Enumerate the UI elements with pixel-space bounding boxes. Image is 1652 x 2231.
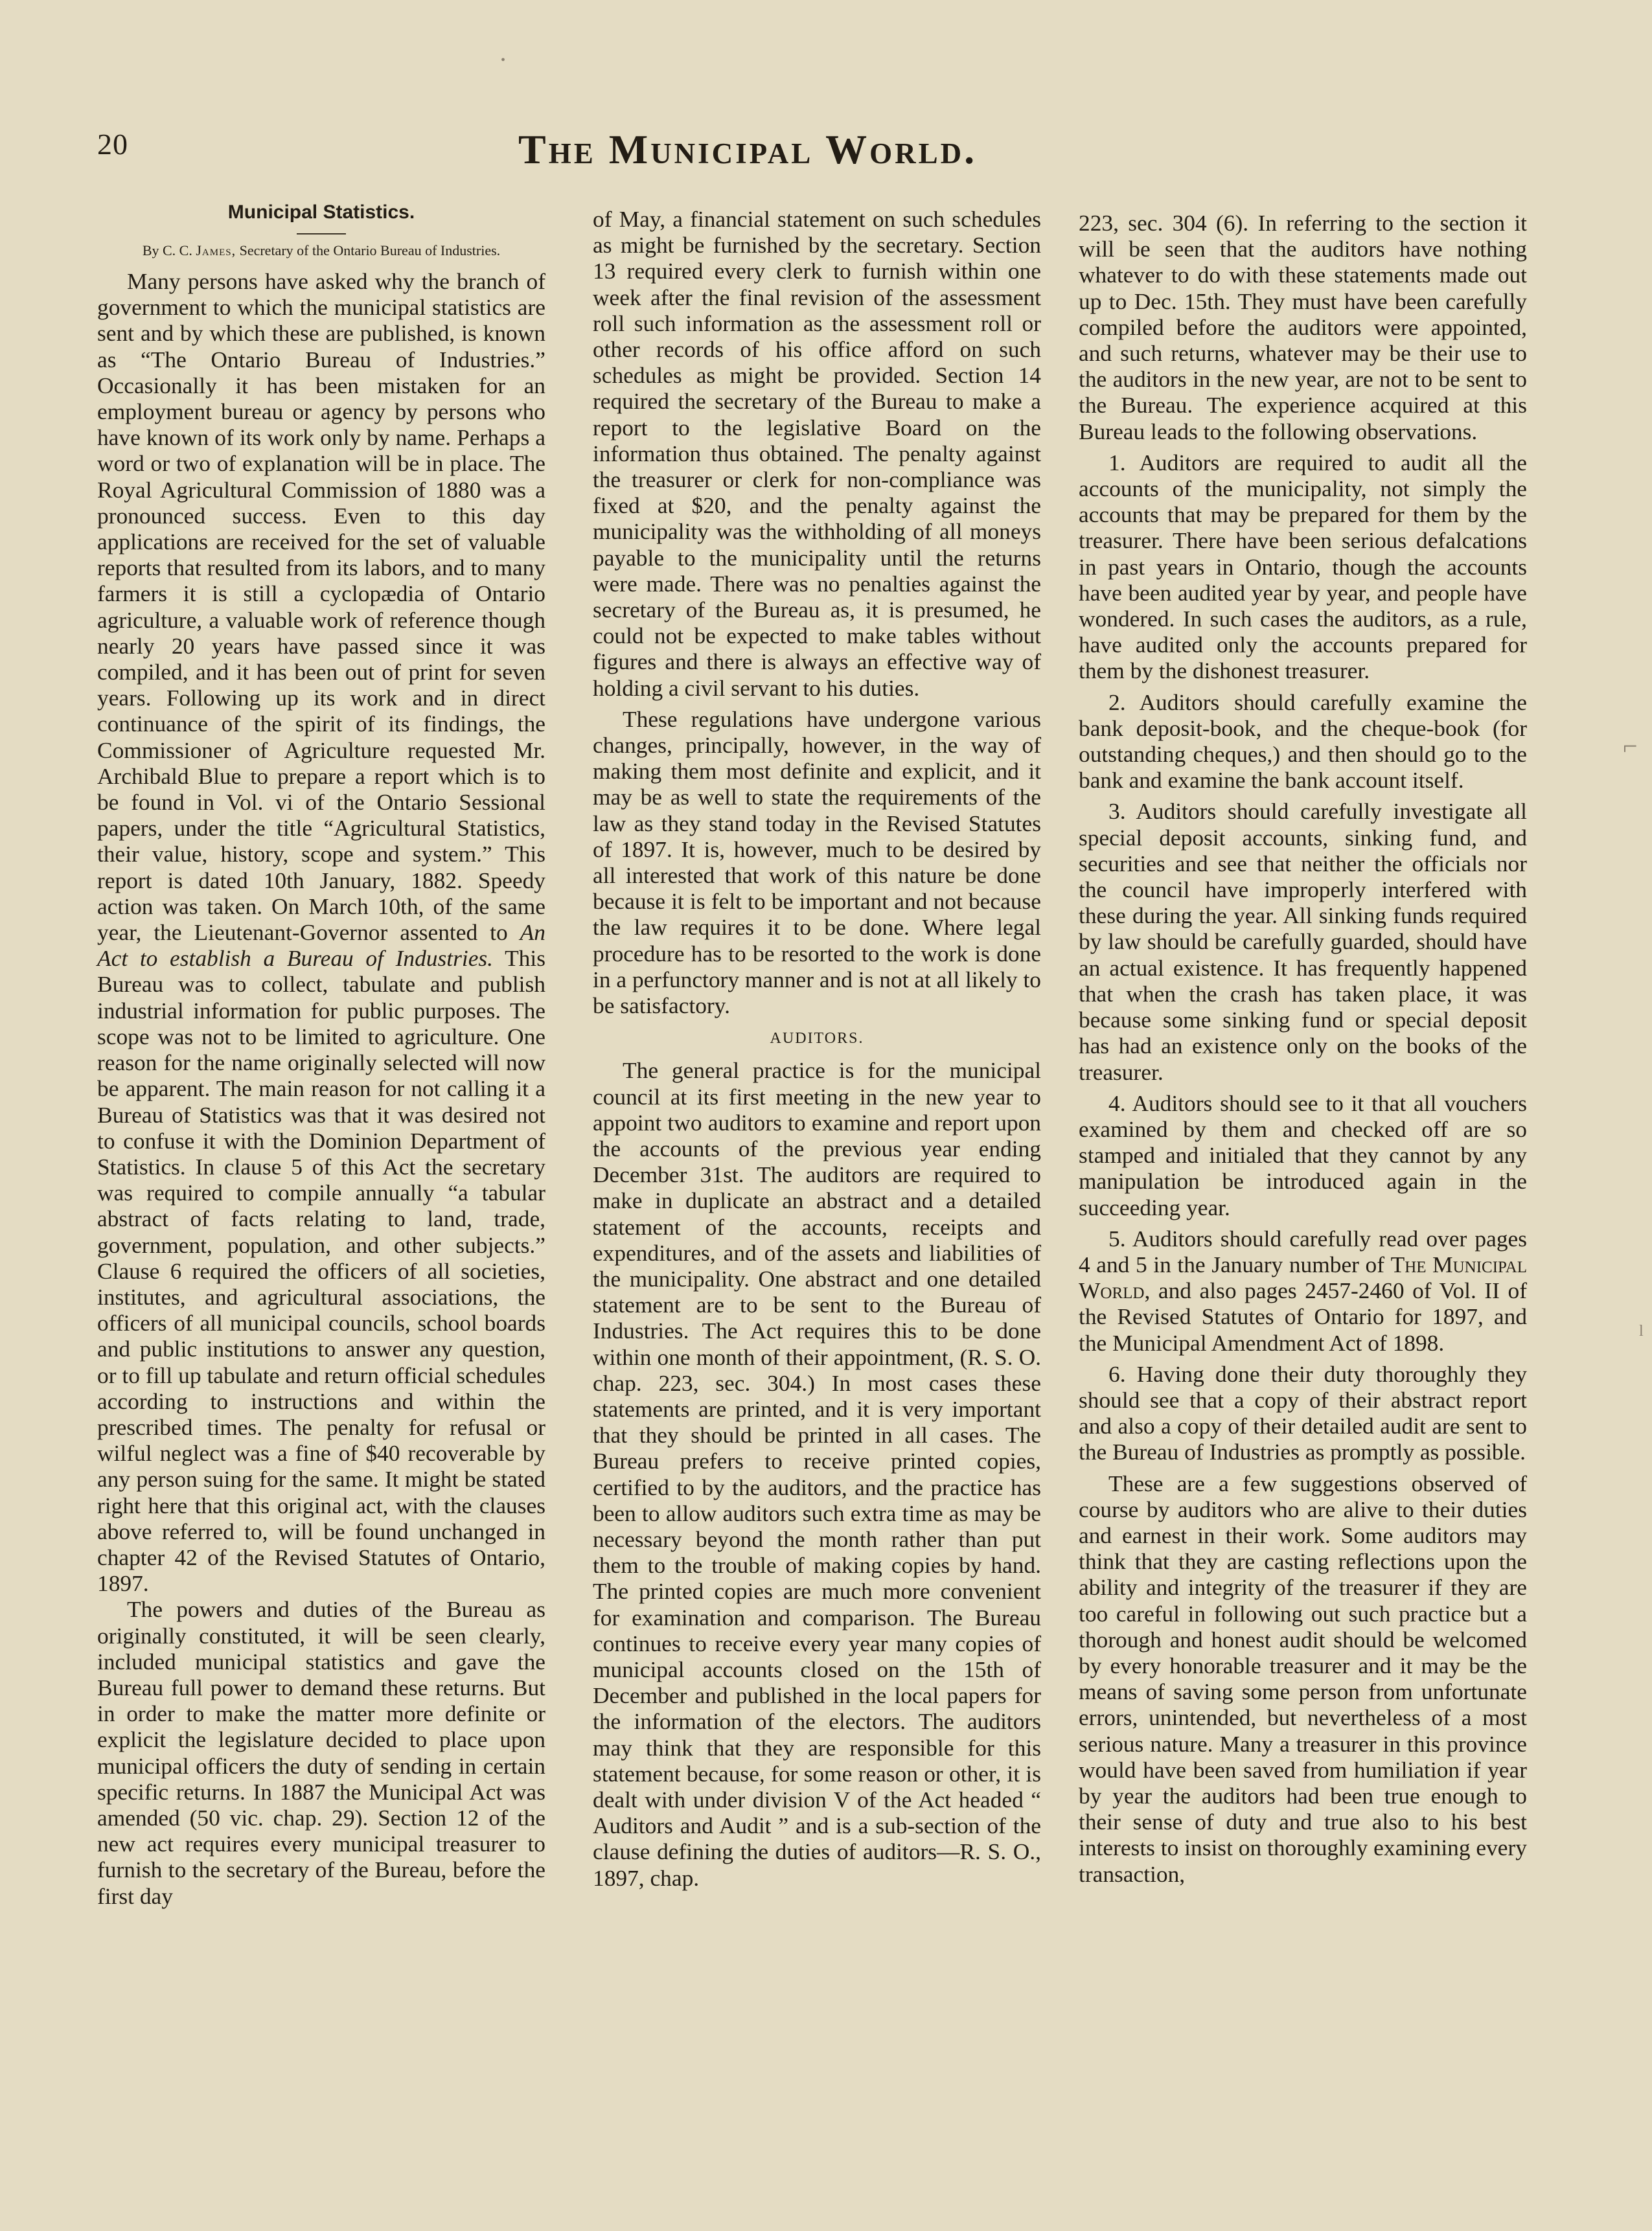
byline-prefix: By C. C. bbox=[142, 242, 192, 258]
article-title: Municipal Statistics. bbox=[227, 201, 415, 223]
numbered-item: 1. Auditors are required to audit all the accounts of the municipality, not simply the accounts that may be prepared for them by the treasurer. There have been serious defalcations in past years in Ontario, though the accounts have been audited year by year, and people have wondered. In such cases the auditors, as a rule, have audited only the accounts prepared for them by the dishonest treasurer. bbox=[1079, 449, 1527, 684]
page-number: 20 bbox=[97, 128, 128, 161]
act-title: An Act to establish a Bureau of Industries. bbox=[97, 919, 545, 972]
byline bbox=[97, 242, 545, 259]
column-3 bbox=[1079, 210, 1527, 1887]
numbered-item: 6. Having done their duty thoroughly they should see that a copy of their abstract report and also a copy of their detailed audit are sent to the Bureau of Industries as promptly as possible. bbox=[1079, 1360, 1527, 1465]
byline-role: Secretary of the Ontario Bureau of Industries. bbox=[239, 242, 501, 258]
numbered-item: 3. Auditors should carefully investigate all special deposit accounts, sinking fund, and securities and see that neither the officials nor the council have improperly interfered with these during the year. All sinking funds required by law should be carefully guarded, should have an actual existence. It has frequently happened that when the crash has taken place, it was because some sinking fund or special deposit has had an existence only on the books of the treasurer. bbox=[1079, 798, 1527, 1085]
numbered-item: 2. Auditors should carefully examine the bank deposit-book, and the cheque-book (for outstanding cheques,) and then should go to the bank and examine the bank account itself. bbox=[1079, 689, 1527, 794]
title-rule bbox=[297, 233, 346, 235]
paragraph: These regulations have undergone various changes, principally, however, in the way of making them most definite and explicit, and it may be as well to state the requirements of the law as they stand today in the Revised Statutes of 1897. It is, however, much to be desired by all interested that work of this nature be done because it is felt to be important and not because the law requires it to be done. Where legal procedure has to be resorted to the work is done in a perfunctory manner and is not at all likely to be satisfactory. bbox=[593, 705, 1041, 1019]
column-2 bbox=[593, 206, 1041, 1891]
margin-mark: ⌐ bbox=[1623, 731, 1638, 761]
section-heading: AUDITORS. bbox=[770, 1030, 864, 1047]
numbered-item: 5. Auditors should carefully read over pages 4 and 5 in the January number of The Municipal World, and also pages 2457-2460 of Vol. II of the Revised Statutes of Ontario for 1897, and the Municipal Amendment Act of 1898. bbox=[1079, 1225, 1527, 1356]
margin-mark: ˡ bbox=[1639, 1320, 1644, 1349]
byline-author: James, bbox=[196, 242, 236, 258]
publication-name: The Municipal World, bbox=[1079, 1251, 1527, 1304]
column-1 bbox=[97, 201, 545, 1909]
paragraph: Many persons have asked why the branch of government to which the municipal statistics are sent and by which these are published, is known as “The Ontario Bureau of Industries.” Occasionally it has been mistaken for an employment bureau or agency by persons who have known of its work only by name. Perhaps a word or two of explanation will be in place. The Royal Agricultural Commission of 1880 was a pronounced success. Even to this day applications are received for the set of valuable reports that resulted from its labors, and to many farmers it is still a cyclopædia of Ontario agriculture, a valuable work of reference though nearly 20 years have passed since it was compiled, and it has been out of print for seven years. Following up its work and in direct continuance of the spirit of its findings, the Commissioner of Agriculture requested Mr. Archibald Blue to prepare a report which is to be found in Vol. vi of the Ontario Sessional papers, under the title “Agricultural Statistics, their value, history, scope and system.” This report is dated 10th January, 1882. Speedy action was taken. On March 10th, of the same year, the Lieutenant-Governor assented to An Act to establish a Bureau of Industries. This Bureau was to collect, tabulate and publish industrial information for public purposes. The scope was not to be limited to agriculture. One reason for the name originally selected will now be apparent. The main reason for not calling it a Bureau of Statistics was that it was desired not to confuse it with the Dominion Department of Statistics. In clause 5 of this Act the secretary was required to compile annually “a tabular abstract of facts relating to land, trade, government, population, and other subjects.” Clause 6 required the officers of all societies, institutes, and agricultural associations, the officers of all municipal councils, school boards and public institutions to answer any question, or to fill up tabulate and return official schedules according to instructions and within the prescribed times. The penalty for refusal or wilful neglect was a fine of $40 recoverable by any person suing for the same. It might be stated right here that this original act, with the clauses above referred to, will be found unchanged in chapter 42 of the Revised Statutes of Ontario, 1897. bbox=[97, 268, 545, 1597]
paragraph: The powers and duties of the Bureau as originally constituted, it will be seen clearly, included municipal statistics and gave the Bureau full power to demand these returns. But in order to make the matter more definite or explicit the legislature decided to place upon municipal officers the duty of sending in certain specific returns. In 1887 the Municipal Act was amended (50 vic. chap. 29). Section 12 of the new act requires every municipal treasurer to furnish to the secretary of the Bureau, before the first day bbox=[97, 1596, 545, 1909]
print-speck: • bbox=[501, 53, 506, 67]
paragraph: The general practice is for the municipal council at its first meeting in the new year to appoint two auditors to examine and report upon the accounts of the previous year ending December 31st. The auditors are required to make in duplicate an abstract and a detailed statement of the accounts, receipts and expenditures, and of the assets and liabilities of the municipality. One abstract and one detailed statement are to be sent to the Bureau of Industries. The Act requires this to be done within one month of their appointment, (R. S. O. chap. 223, sec. 304.) In most cases these statements are printed, and it is very important that they should be printed in all cases. The Bureau prefers to receive printed copies, certified to by the auditors, and the practice has been to allow auditors such extra time as may be necessary beyond the month rather than put them to the trouble of making copies by hand. The printed copies are much more convenient for examination and comparison. The Bureau continues to receive every year many copies of municipal accounts closed on the 15th of December and published in the local papers for the information of the electors. The auditors may think that they are responsible for this statement because, for some reason or other, it is dealt with under division V of the Act headed “ Auditors and Audit ” and is a sub-section of the clause defining the duties of auditors—R. S. O., 1897, chap. bbox=[593, 1057, 1041, 1891]
paragraph: 223, sec. 304 (6). In referring to the section it will be seen that the auditors have nothing whatever to do with these statements made out up to Dec. 15th. They must have been carefully compiled before the auditors were appointed, and such returns, whatever may be their use to the auditors in the new year, are not to be sent to the Bureau. The experience acquired at this Bureau leads to the following observations. bbox=[1079, 210, 1527, 444]
masthead: The Municipal World. bbox=[518, 126, 978, 172]
numbered-item: 4. Auditors should see to it that all vouchers examined by them and checked off are so stamped and initialed that they cannot by any manipulation be introduced again in the succeeding year. bbox=[1079, 1090, 1527, 1220]
paragraph: These are a few suggestions observed of course by auditors who are alive to their duties and earnest in their work. Some auditors may think that they are casting reflections upon the ability and integrity of the treasurer if they are too careful in following out such practice but a thorough and honest audit should be welcomed by every honorable treasurer and it may be the means of saving some person from unfortunate errors, unintended, but nevertheless of a most serious nature. Many a treasurer in this province would have been saved from humiliation if year by year the auditors had been true enough to their sense of duty and true also to his best interests to insist on thoroughly examining every transaction, bbox=[1079, 1470, 1527, 1887]
paragraph: of May, a financial statement on such schedules as might be furnished by the secretary. Section 13 required every clerk to furnish within one week after the final revision of the assessment roll such information as the assessment roll or other records of his office afford on such schedules as might be provided. Section 14 required the secretary of the Bureau to make a report to the legislative Board on the information thus obtained. The penalty against the treasurer or clerk for non-compliance was fixed at $20, and the penalty against the municipality was the withholding of all moneys payable to the municipality until the returns were made. There was no penalties against the secretary of the Bureau as, it is presumed, he could not be expected to make tables without figures and there is always an effective way of holding a civil servant to his duties. bbox=[593, 206, 1041, 701]
